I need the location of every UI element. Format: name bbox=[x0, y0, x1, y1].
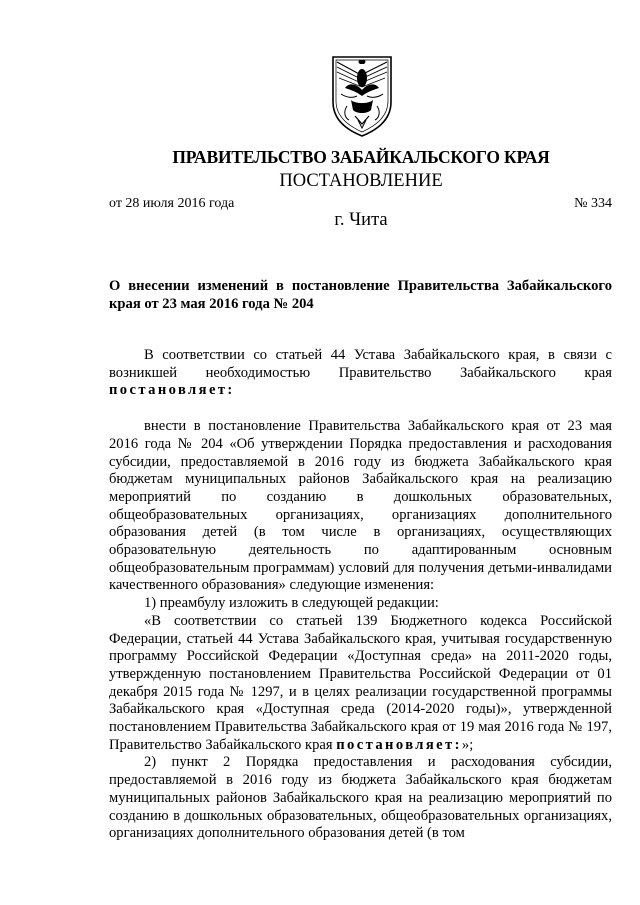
new-preamble-paragraph bbox=[109, 613, 612, 755]
document-subject: О внесении изменений в постановление Правительства Забайкальского края от 23 мая 2016 года № 204 bbox=[109, 278, 612, 312]
document-number: № 334 bbox=[574, 196, 612, 211]
preamble-text: В соответствии со статьей 44 Устава Забайкальского края, в связи с возникшей необходимостью Правительство Забайкальского края bbox=[109, 347, 612, 381]
new-preamble-text: «В соответствии со статьей 139 Бюджетного кодекса Российской Федерации, статьей 44 Устава Забайкальского края, учитывая государственную программу Российской Федерации «Доступная среда» на 2011-2020 годы, утвержденную постановлением Правительства Российской Федерации от 01 декабря 2015 года № 1297, и в целях реализации государственной программы Забайкальского края «Доступная среда (2014-2020 годы)», утвержденной постановлением Правительства Забайкальского края от 19 мая 2016 года № 197, Правительство Забайкальского края bbox=[109, 612, 612, 753]
amendment-paragraph: внести в постановление Правительства Забайкальского края от 23 мая 2016 года № 204 «Об утверждении Порядка предоставления и расходования субсидии, предоставляемой в 2016 году из бюджета Забайкальского края бюджетам муниципальных районов Забайкальского края на реализацию мероприятий по созданию в дошкольных образовательных, общеобразовательных организациях, организациях дополнительного образования детей (в том числе в организациях, осуществляющих образовательную деятельность по адаптированным основным общеобразовательным программам) условий для получения детьми-инвалидами качественного образования» следующие изменения: bbox=[109, 418, 612, 594]
government-title: ПРАВИТЕЛЬСТВО ЗАБАЙКАЛЬСКОГО КРАЯ bbox=[172, 147, 550, 167]
coat-of-arms-emblem bbox=[327, 54, 397, 138]
preamble-paragraph bbox=[109, 347, 612, 400]
new-preamble-tail: »; bbox=[461, 736, 474, 753]
document-type: ПОСТАНОВЛЕНИЕ bbox=[279, 171, 443, 191]
document-date: от 28 июля 2016 года bbox=[109, 196, 235, 211]
item-1-paragraph: 1) преамбулу изложить в следующей редакции: bbox=[144, 595, 439, 612]
document-body bbox=[109, 347, 612, 843]
document-city: г. Чита bbox=[334, 210, 388, 230]
item-2-paragraph: 2) пункт 2 Порядка предоставления и расходования субсидии, предоставляемой в 2016 году из бюджета Забайкальского края бюджетам муниципальных районов Забайкальского края на реализацию мероприятий по созданию в дошкольных образовательных, общеобразовательных организациях, организациях дополнительного образования детей (в том bbox=[109, 754, 612, 842]
new-preamble-keyword: постановляет: bbox=[336, 736, 462, 753]
resolves-keyword: постановляет: bbox=[109, 382, 235, 399]
